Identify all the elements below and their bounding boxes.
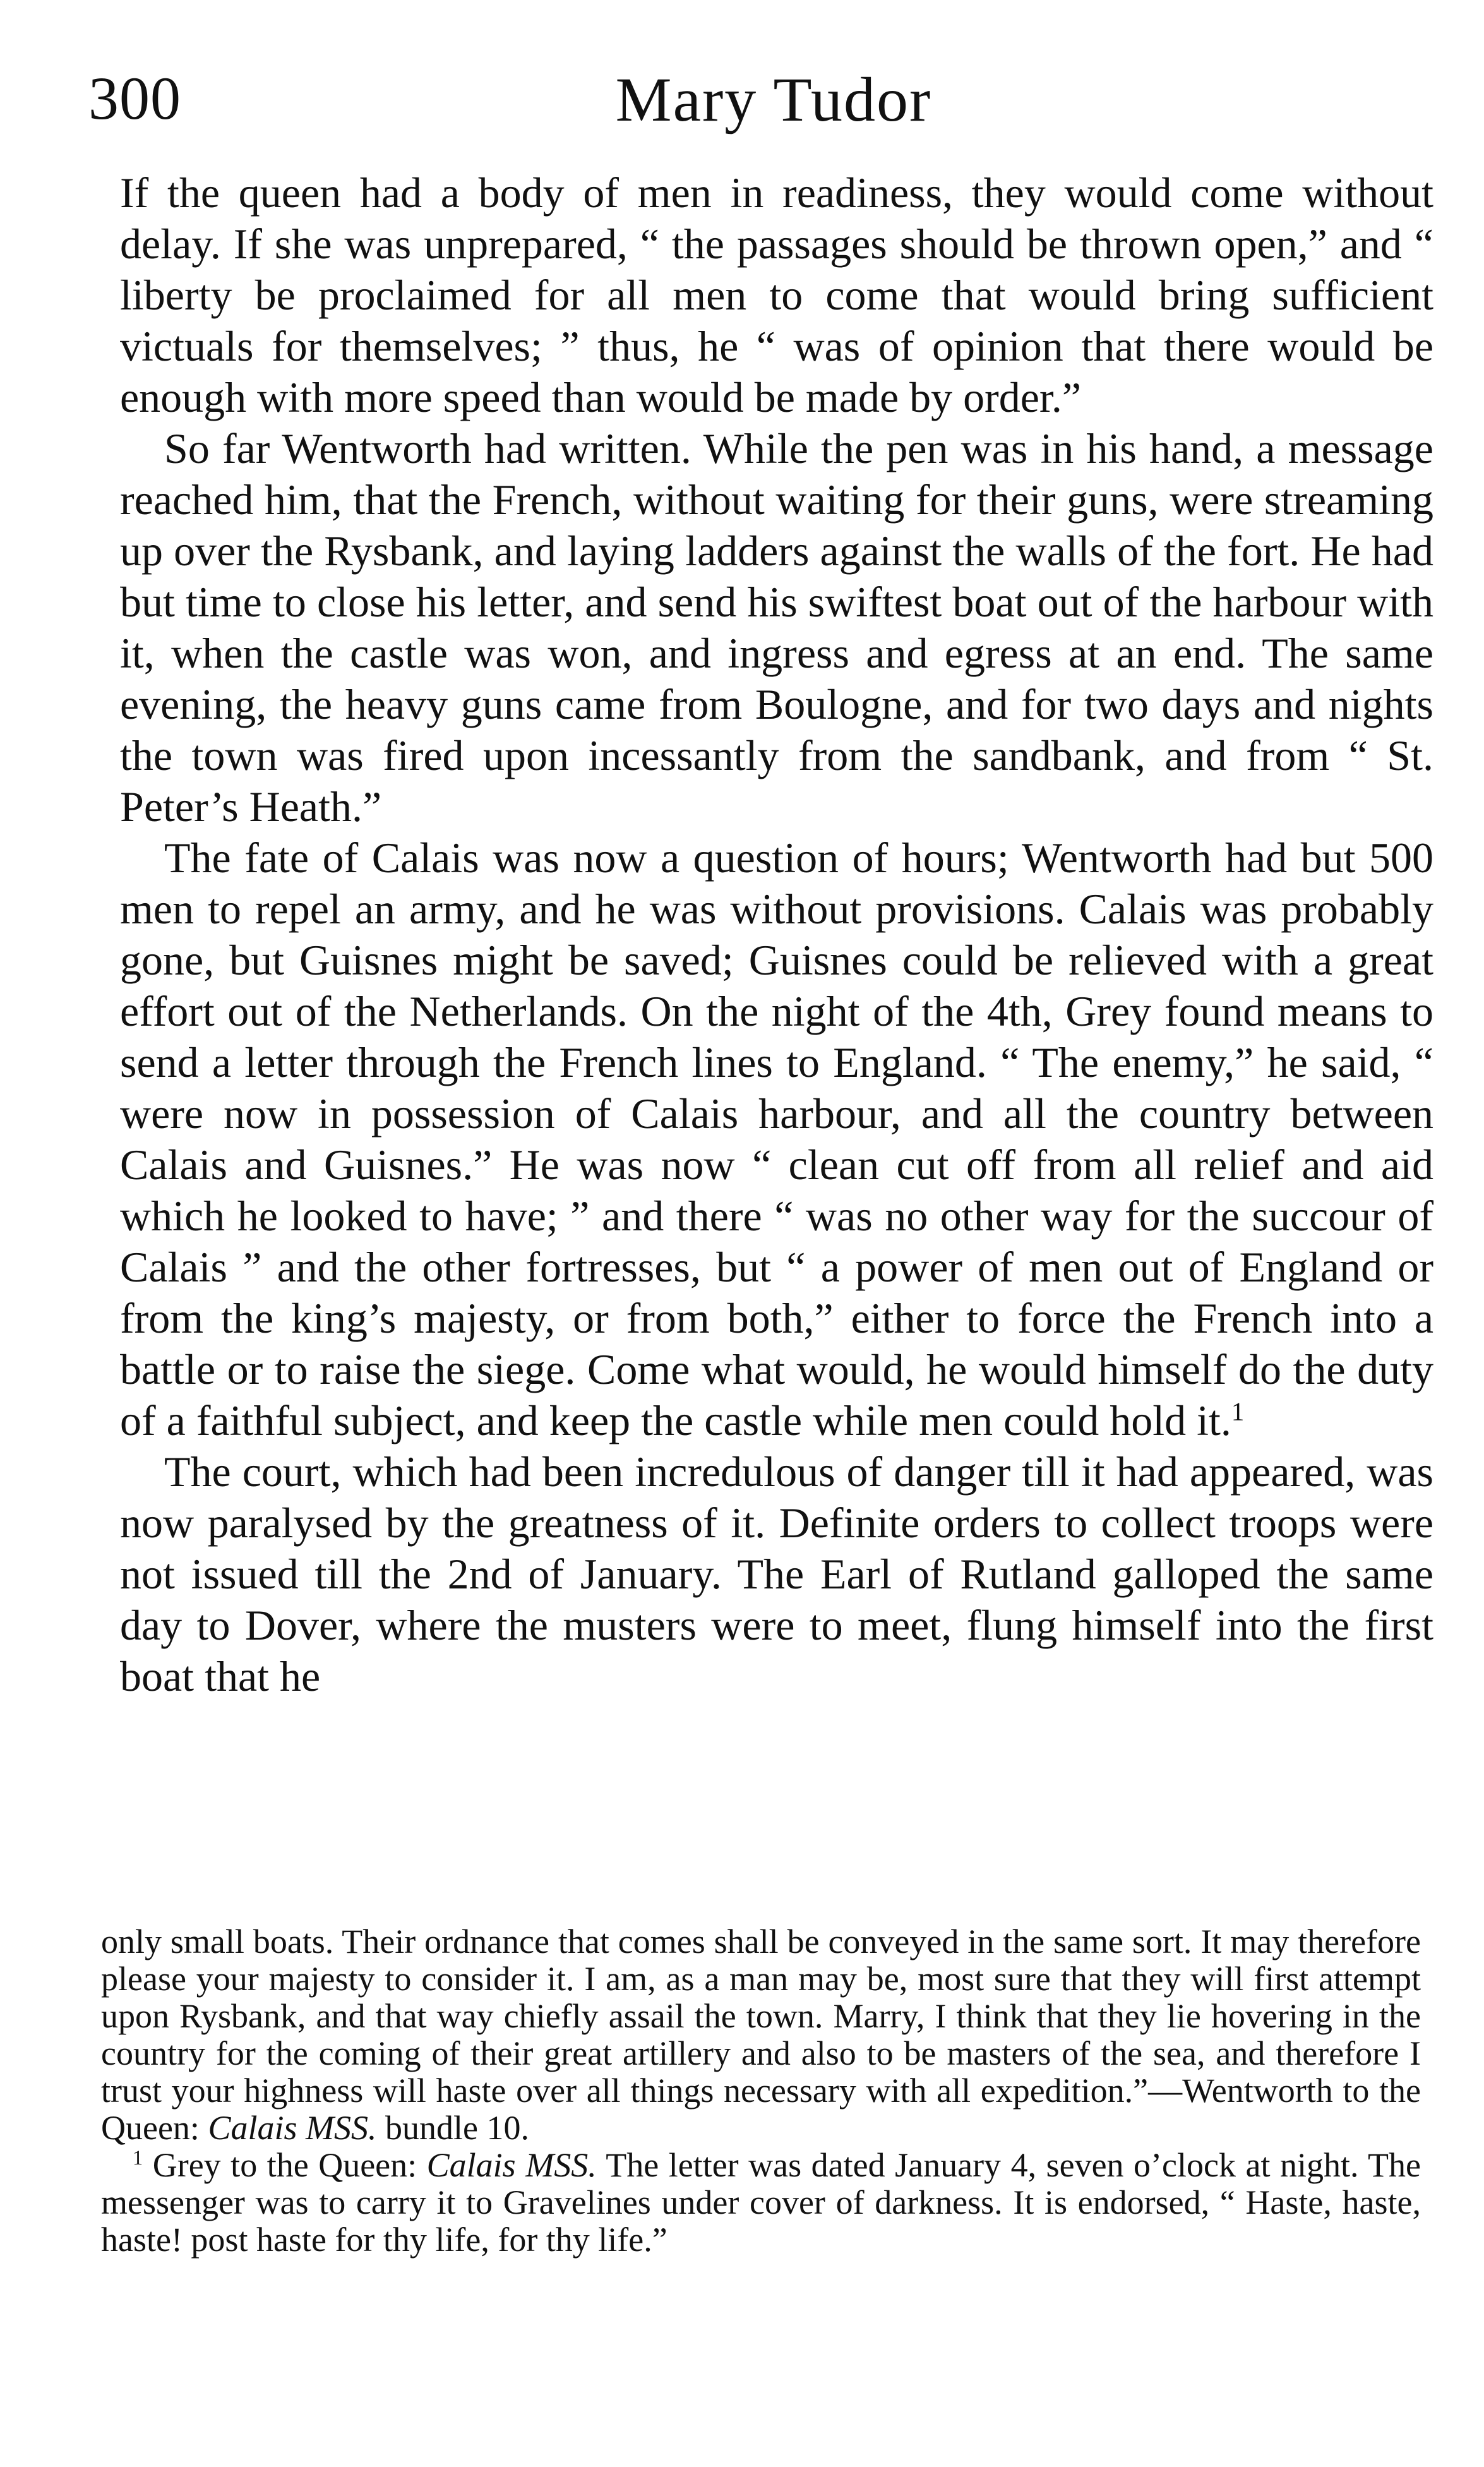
footnote-1-text: The letter was dated January 4, seven o’clock at night. The messenger was to carry it to Gravelines under cover of darkness. It is endorsed, “ Haste, haste, haste! post haste for thy life, for thy life.” xyxy=(101,2146,1421,2259)
paragraph-3 xyxy=(120,832,1433,1446)
main-text xyxy=(120,167,1433,1702)
footnote-continued-source: Calais MSS. xyxy=(208,2109,377,2147)
paragraph-2: So far Wentworth had written. While the pen was in his hand, a message reached him, that the French, without waiting for their guns, were streaming up over the Rysbank, and laying ladders against the walls of the fort. He had but time to close his letter, and send his swiftest boat out of the harbour with it, when the castle was won, and ingress and egress at an end. The same evening, the heavy guns came from Boulogne, and for two days and nights the town was fired upon incessantly from the sandbank, and from “ St. Peter’s Heath.” xyxy=(120,424,1433,831)
footnote-1-marker: 1 xyxy=(133,2147,143,2170)
running-head xyxy=(88,63,1421,145)
paragraph-4: The court, which had been incredulous of danger till it had appeared, was now paralysed by the greatness of it. Definite orders to collect troops were not issued till the 2nd of January. The Earl of Rutland galloped the same day to Dover, where the musters were to meet, flung himself into the first boat that he xyxy=(120,1448,1433,1700)
footnote-continued-text: only small boats. Their ordnance that comes shall be conveyed in the same sort. It may therefore please your majesty to consider it. I am, as a man may be, most sure that they will first attempt upon Rysbank, and that way chiefly assail the town. Marry, I think that they lie hovering in the country for the coming of their great artillery and also to be masters of the sea, and therefore I trust your highness will haste over all things necessary with all expedition.”—Wentworth to the Queen: xyxy=(101,1923,1421,2147)
paragraph-1: If the queen had a body of men in readiness, they would come without delay. If she was unprepared, “ the passages should be thrown open,” and “ liberty be proclaimed for all men to come that would bring sufficient victuals for themselves; ” thus, he “ was of opinion that there would be enough with more speed than would be made by order.” xyxy=(120,169,1433,421)
page-number: 300 xyxy=(88,64,181,132)
running-title: Mary Tudor xyxy=(615,64,932,135)
footnote-1-source: Calais MSS. xyxy=(426,2146,597,2184)
footnote-continued-tail: bundle 10. xyxy=(376,2109,529,2147)
footnote-1-lead: Grey to the Queen: xyxy=(143,2146,427,2184)
footnote-continued xyxy=(101,1923,1421,2147)
paragraph-3-text: The fate of Calais was now a question of hours; Wentworth had but 500 men to repel an army, and he was without provisions. Calais was probably gone, but Guisnes might be saved; Guisnes could be relieved with a great effort out of the Netherlands. On the night of the 4th, Grey found means to send a letter through the French lines to England. “ The enemy,” he said, “ were now in possession of Calais harbour, and all the country between Calais and Guisnes.” He was now “ clean cut off from all relief and aid which he looked to have; ” and there “ was no other way for the succour of Calais ” and the other fortresses, but “ a power of men out of England or from the king’s majesty, or from both,” either to force the French into a battle or to raise the siege. Come what would, he would himself do the duty of a faithful subject, and keep the castle while men could hold it. xyxy=(120,834,1433,1444)
footnotes xyxy=(101,1923,1421,2259)
footnote-reference-1[interactable]: 1 xyxy=(1231,1397,1245,1426)
footnote-1 xyxy=(101,2147,1421,2259)
